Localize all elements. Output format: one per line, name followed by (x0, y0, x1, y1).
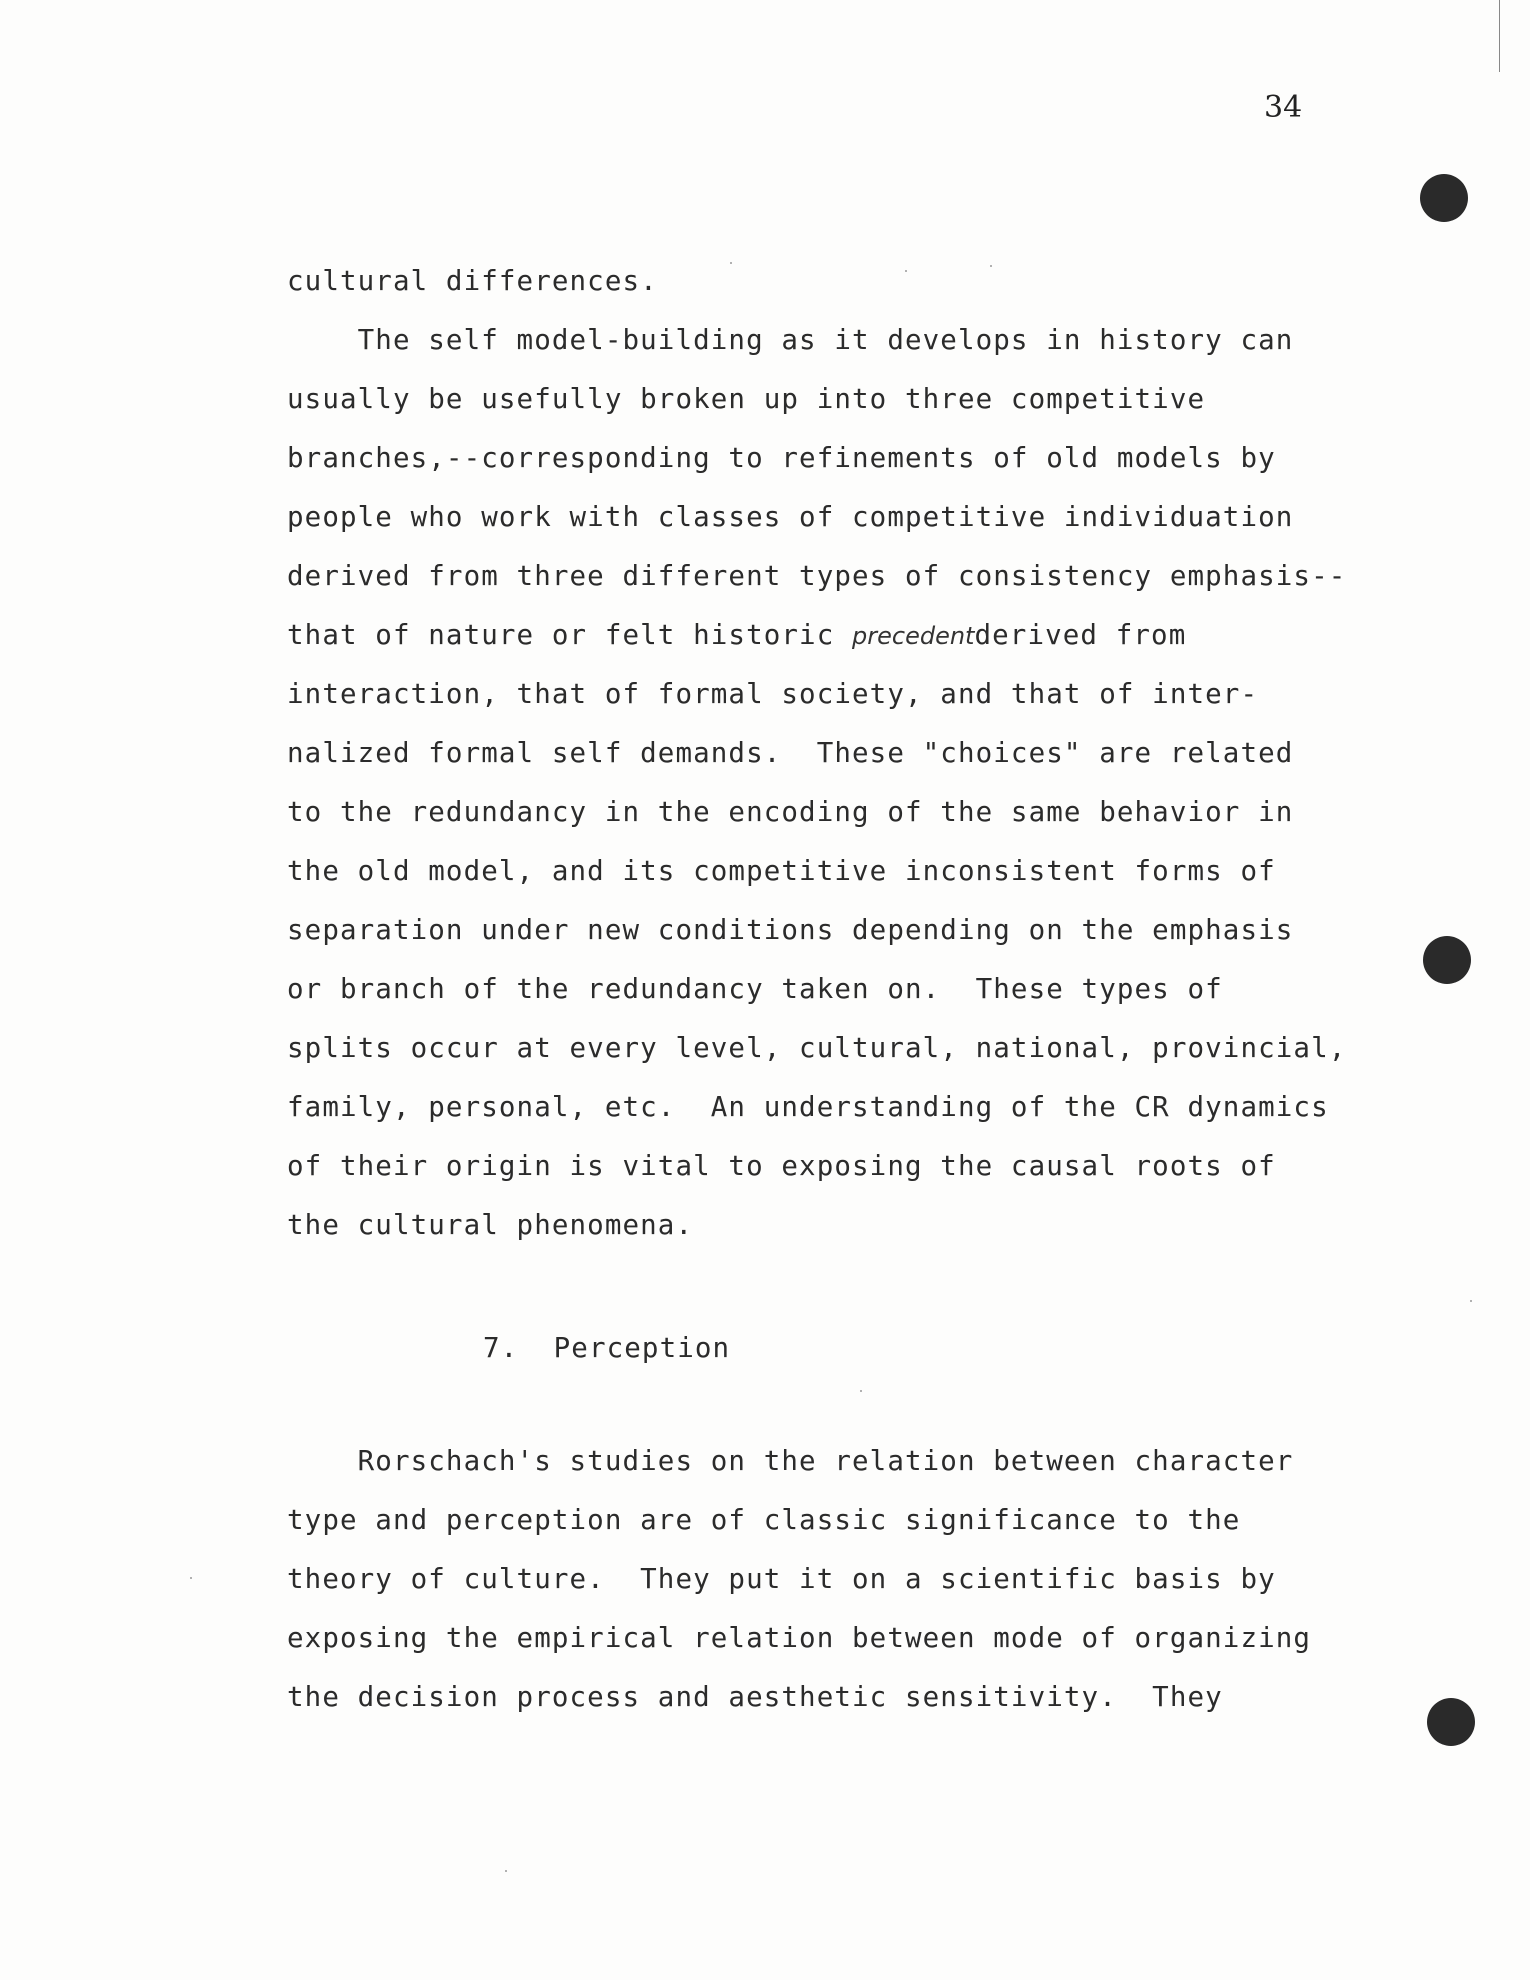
text-line: The self model-building as it develops in history can (287, 324, 1294, 356)
text-line: or branch of the redundancy taken on. These types of (287, 973, 1223, 1005)
scan-speck (730, 262, 732, 264)
punch-hole (1427, 1698, 1475, 1746)
page-edge-line (1499, 0, 1500, 72)
text-line: separation under new conditions depending on the emphasis (287, 914, 1294, 946)
text-line: exposing the empirical relation between mode of organizing (287, 1622, 1312, 1654)
scan-speck (860, 1390, 862, 1392)
scan-speck (1470, 1300, 1472, 1302)
text-line: people who work with classes of competitive individuation (287, 501, 1294, 533)
text-line: cultural differences. (287, 265, 658, 297)
typed-text: derived from (974, 619, 1187, 651)
text-line-with-annotation (287, 619, 1187, 651)
section-heading: 7. Perception (483, 1332, 731, 1364)
text-line: interaction, that of formal society, and that of inter- (287, 678, 1259, 710)
text-line: theory of culture. They put it on a scientific basis by (287, 1563, 1276, 1595)
text-line: nalized formal self demands. These "choices" are related (287, 737, 1294, 769)
text-line: splits occur at every level, cultural, national, provincial, (287, 1032, 1347, 1064)
punch-hole (1420, 174, 1468, 222)
text-line: the decision process and aesthetic sensitivity. They (287, 1681, 1223, 1713)
text-line: the old model, and its competitive inconsistent forms of (287, 855, 1276, 887)
typed-text: that of nature or felt historic (287, 619, 853, 651)
text-line: type and perception are of classic significance to the (287, 1504, 1241, 1536)
punch-hole (1423, 936, 1471, 984)
text-line: the cultural phenomena. (287, 1209, 694, 1241)
scan-speck (505, 1870, 507, 1872)
text-line: family, personal, etc. An understanding of the CR dynamics (287, 1091, 1329, 1123)
scan-speck (990, 265, 992, 267)
text-line: branches,--corresponding to refinements of old models by (287, 442, 1276, 474)
text-line: usually be usefully broken up into three competitive (287, 383, 1206, 415)
text-line: derived from three different types of consistency emphasis-- (287, 560, 1347, 592)
text-line: to the redundancy in the encoding of the same behavior in (287, 796, 1294, 828)
page-number: 34 (1264, 90, 1303, 125)
text-line: of their origin is vital to exposing the causal roots of (287, 1150, 1276, 1182)
scan-speck (905, 270, 907, 272)
handwritten-insertion: precedent (852, 622, 975, 650)
text-line: Rorschach's studies on the relation between character (287, 1445, 1294, 1477)
scan-speck (190, 1577, 192, 1579)
